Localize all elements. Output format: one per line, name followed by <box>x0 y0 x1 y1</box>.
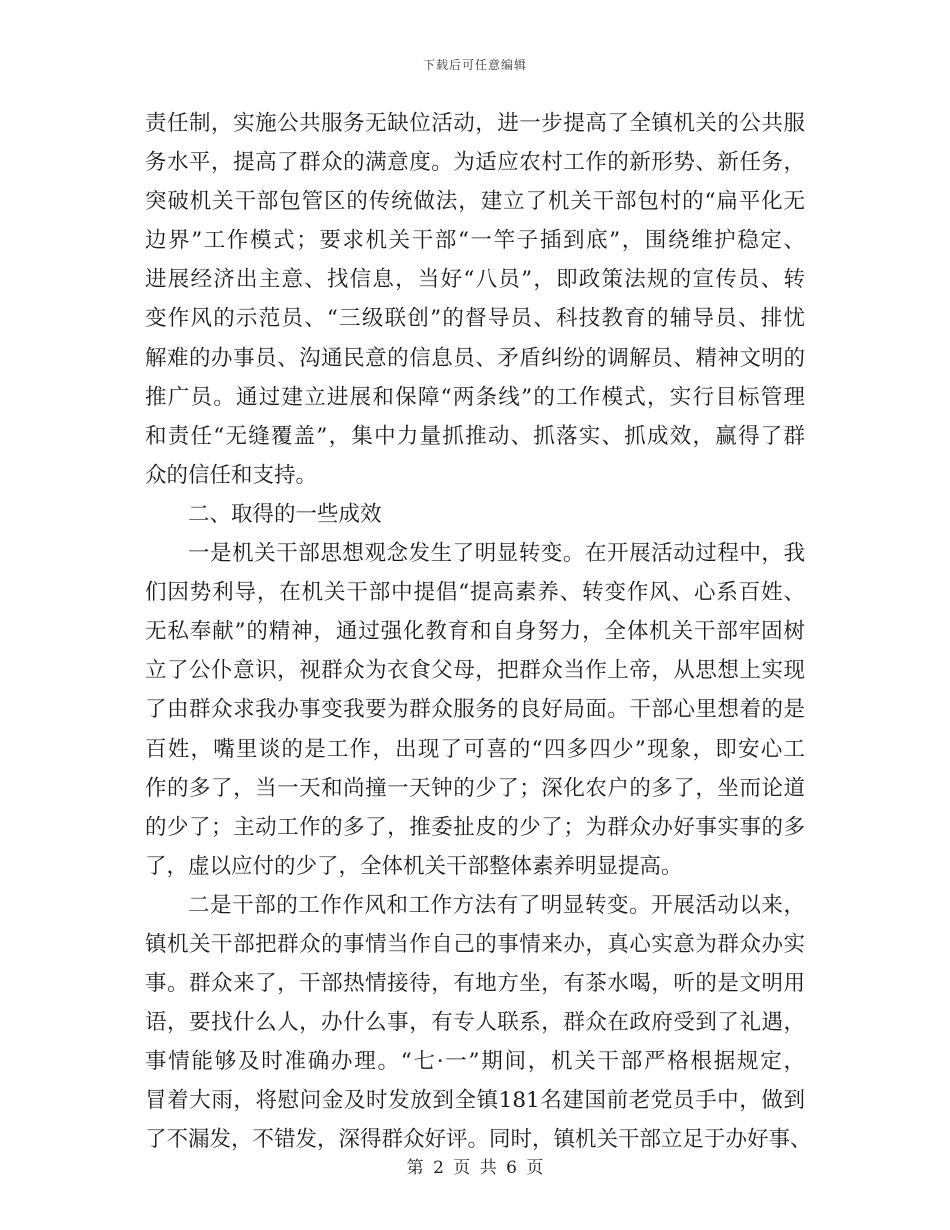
text-line: 众的信任和支持。 <box>145 462 318 488</box>
text-line: 事。群众来了，干部热情接待，有地方坐，有茶水喝，听的是文明用 <box>145 971 805 997</box>
text-line: 了，虚以应付的少了，全体机关干部整体素养明显提高。 <box>145 853 683 879</box>
text-line: 立了公仆意识，视群众为衣食父母，把群众当作上帝，从思想上实现 <box>145 658 805 684</box>
text-line: 推广员。通过建立进展和保障“两条线”的工作模式，实行目标管理 <box>145 384 805 410</box>
text-line: 们因势利导，在机关干部中提倡“提高素养、转变作风、心系百姓、 <box>145 580 805 606</box>
text-line: 进展经济出主意、找信息，当好“八员”，即政策法规的宣传员、转 <box>145 267 805 293</box>
text-line: 无私奉献”的精神，通过强化教育和自身努力，全体机关干部牢固树 <box>145 619 805 645</box>
text-line: 解难的办事员、沟通民意的信息员、矛盾纠纷的调解员、精神文明的 <box>145 345 805 371</box>
section-heading: 二、取得的一些成效 <box>188 501 382 527</box>
text-line: 的少了；主动工作的多了，推委扯皮的少了；为群众办好事实事的多 <box>145 814 805 840</box>
text-line: 作的多了，当一天和尚撞一天钟的少了；深化农户的多了，坐而论道 <box>145 775 805 801</box>
text-line: 突破机关干部包管区的传统做法，建立了机关干部包村的“扁平化无 <box>145 189 805 215</box>
text-line: 和责任“无缝覆盖”，集中力量抓推动、抓落实、抓成效，赢得了群 <box>145 423 805 449</box>
text-line: 责任制，实施公共服务无缺位活动，进一步提高了全镇机关的公共服 <box>145 111 805 136</box>
text-line: 了由群众求我办事变我要为群众服务的良好局面。干部心里想着的是 <box>145 697 805 723</box>
text-line: 镇机关干部把群众的事情当作自己的事情来办，真心实意为群众办实 <box>145 931 805 957</box>
text-line: 事情能够及时准确办理。“七·一”期间，机关干部严格根据规定， <box>145 1049 805 1075</box>
text-line: 二是干部的工作作风和工作方法有了明显转变。开展活动以来， <box>188 892 805 918</box>
text-line: 冒着大雨，将慰问金及时发放到全镇181名建国前老党员手中，做到 <box>145 1088 805 1114</box>
page-header-note: 下载后可任意编辑 <box>422 58 527 72</box>
text-line: 了不漏发，不错发，深得群众好评。同时，镇机关干部立足于办好事、 <box>145 1127 812 1153</box>
text-line: 务水平，提高了群众的满意度。为适应农村工作的新形势、新任务， <box>145 150 805 176</box>
text-line: 一是机关干部思想观念发生了明显转变。在开展活动过程中，我 <box>188 541 805 567</box>
document-body <box>145 104 812 1160</box>
text-line: 变作风的示范员、“三级联创”的督导员、科技教育的辅导员、排忧 <box>145 306 805 332</box>
text-line: 语，要找什么人，办什么事，有专人联系，群众在政府受到了礼遇， <box>145 1010 805 1036</box>
page-number-footer: 第 2 页 共 6 页 <box>406 1158 544 1178</box>
text-line: 边界”工作模式；要求机关干部“一竿子插到底”，围绕维护稳定、 <box>145 228 805 254</box>
text-line: 百姓，嘴里谈的是工作，出现了可喜的“四多四少”现象，即安心工 <box>145 736 805 762</box>
